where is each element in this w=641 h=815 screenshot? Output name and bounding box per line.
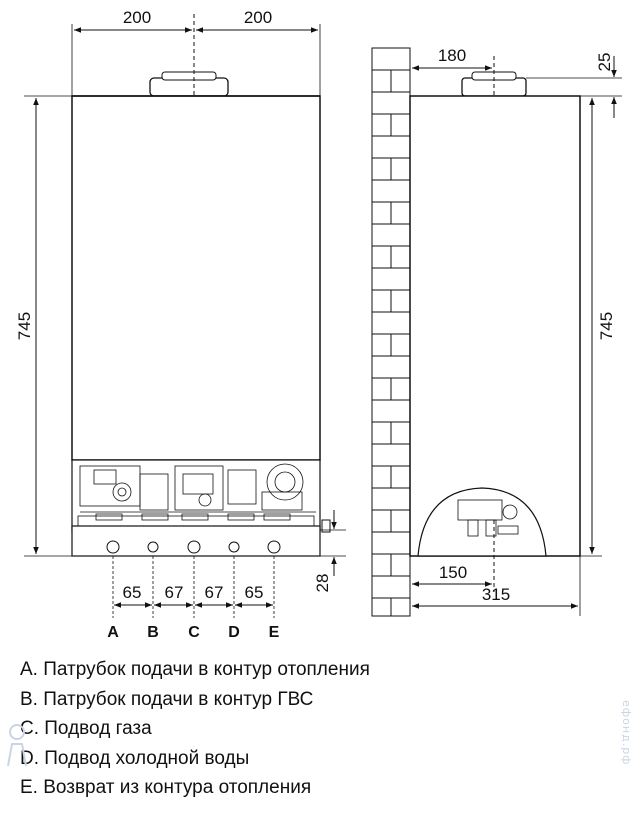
dim-total-depth: 315 [481, 585, 511, 604]
side-view [372, 46, 622, 616]
connections-legend [20, 655, 370, 803]
pipe-E [268, 541, 280, 553]
pipe-B [148, 542, 158, 552]
dim-side-height: 745 [597, 311, 616, 341]
connection-letter-a: A [107, 624, 119, 640]
legend-item-e: E. Возврат из контура отопления [20, 777, 312, 798]
dim-width-left: 200 [122, 8, 152, 27]
legend-item-a: A. Патрубок подачи в контур отопления [20, 659, 370, 680]
dim-pipe-offset: 28 [313, 573, 332, 593]
watermark-logo-icon [4, 722, 30, 770]
legend-item-b: B. Патрубок подачи в контур ГВС [20, 688, 314, 710]
pipe-D [229, 542, 239, 552]
front-flue-collar [150, 78, 228, 96]
connection-letter-c: C [188, 624, 200, 640]
watermark-text: eфонд.рф [620, 700, 633, 766]
side-boiler-casing [410, 96, 580, 556]
pipe-A [107, 541, 119, 553]
dim-spacing-cd: 67 [204, 583, 224, 602]
dim-spacing-bc: 67 [164, 583, 184, 602]
connection-letter-b: B [147, 624, 159, 640]
front-boiler-casing [72, 96, 320, 460]
wall-bricks [372, 48, 410, 616]
connection-letter-e: E [268, 624, 280, 640]
pipe-C [188, 541, 200, 553]
connection-letter-d: D [228, 624, 240, 640]
dim-spacing-de: 65 [244, 583, 264, 602]
front-hydraulic-block [72, 460, 320, 532]
dim-flue-offset: 180 [437, 46, 467, 65]
dim-front-height: 745 [15, 311, 34, 341]
dim-connection-depth: 150 [438, 563, 468, 582]
dim-spacing-ab: 65 [122, 583, 142, 602]
dim-flue-height: 25 [595, 52, 614, 72]
legend-item-d: D. Подвод холодной воды [20, 747, 250, 769]
dim-width-right: 200 [243, 8, 273, 27]
legend-item-c: C. Подвод газа [20, 718, 152, 739]
front-view [15, 8, 346, 640]
